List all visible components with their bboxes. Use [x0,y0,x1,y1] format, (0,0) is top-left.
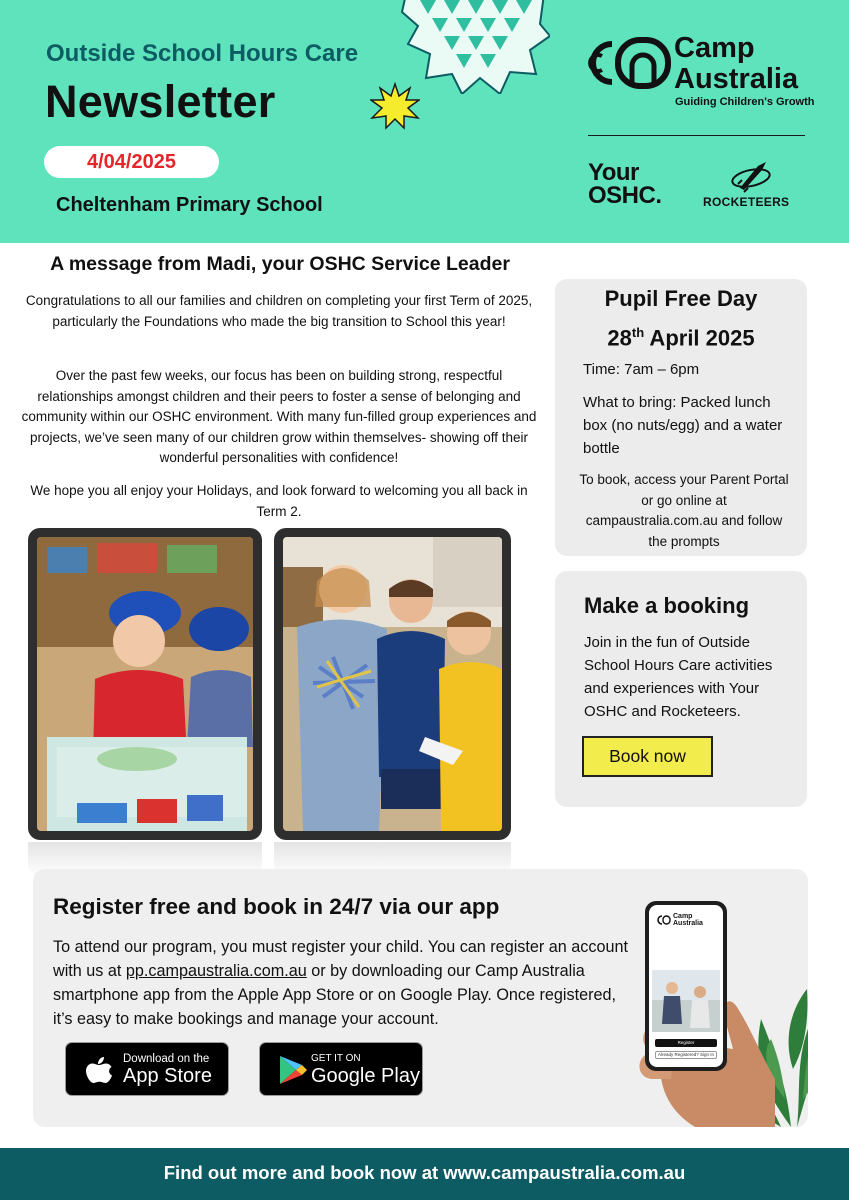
newsletter-title: Newsletter [45,76,276,127]
newsletter-subtitle: Outside School Hours Care [46,40,359,67]
camp-australia-wordmark: Camp Australia [674,32,799,95]
app-store-button[interactable] [65,1042,229,1096]
google-play-big-label: Google Play [311,1065,420,1087]
pupil-free-day-box [555,279,807,556]
rocketeers-logo: ROCKETEERS [703,195,790,209]
register-portal-link[interactable]: pp.campaustralia.com.au [125,962,307,980]
google-play-icon [276,1053,310,1087]
phone-mockup [645,901,727,1071]
pupil-free-day-booking-info: To book, access your Parent Portal or go online at campaustralia.com.au and follow the prompts [579,472,789,549]
photo-children-smiling [274,528,511,840]
pupil-free-day-time: Time: 7am – 6pm [583,361,700,378]
register-text: To attend our program, you must register your child. You can register an account with us at pp.campaustralia.com.au or by downloading our Camp Australia smartphone app from the Apple App Store or on Google Play. Once registered, it’s easy to make bookings and manage your account. [53,938,628,1028]
phone-brand: Camp Australia [673,913,703,927]
phone-signin-button: Already Registered? Sign In [655,1051,717,1059]
camp-australia-logo-icon [584,36,672,90]
phone-camp-logo-icon [657,915,671,925]
book-now-button[interactable]: Book now [582,736,713,777]
app-store-big-label: App Store [123,1065,212,1087]
brand-tagline: Guiding Children's Growth [675,96,815,108]
google-play-small-label: GET IT ON [311,1053,361,1064]
sunburst-icon [370,82,420,130]
header-divider [588,135,805,136]
app-store-small-label: Download on the [123,1053,210,1065]
make-booking-title: Make a booking [584,593,750,618]
register-title: Register free and book in 24/7 via our app [53,894,500,919]
rocket-icon [728,158,774,194]
school-name: Cheltenham Primary School [56,194,323,216]
photo-children-playdough [28,528,262,840]
triangle-pattern-badge [400,0,550,94]
phone-register-button: Register [655,1039,717,1047]
newsletter-header [0,0,849,243]
make-booking-text: Join in the fun of Outside School Hours Care activities and experiences with Your OSHC and Rocketeers. [584,634,773,720]
footer-banner: Find out more and book now at www.campaustralia.com.au [0,1148,849,1200]
message-paragraph-3: We hope you all enjoy your Holidays, and look forward to welcoming you all back in Term 2. [30,483,528,519]
pupil-free-day-title: Pupil Free Day [604,286,758,311]
message-paragraph-2: Over the past few weeks, our focus has been on building strong, respectful relationships amongst children and their peers to foster a sense of belonging and community within our OSHC environment. With many fun-filled group experiences and projects, we’ve seen many of our children grow within themselves- showing off their wonderful personalities with confidence! [21,368,537,465]
message-paragraph-1: Congratulations to all our families and children on completing your first Term of 2025, particularly the Foundations who made the big transition to School this year! [25,293,533,329]
make-booking-box [555,571,807,807]
apple-icon [82,1053,116,1087]
newsletter-date: 4/04/2025 [44,146,219,178]
pupil-free-day-date: 28th April 2025 [607,325,755,351]
pupil-free-day-bring: What to bring: Packed lunch box (no nuts/egg) and a water bottle [583,394,783,457]
register-app-panel [33,869,808,1127]
message-title: A message from Madi, your OSHC Service Leader [50,253,510,275]
phone-photo [652,970,720,1032]
google-play-button[interactable] [259,1042,423,1096]
your-oshc-logo: Your OSHC. [588,159,662,209]
